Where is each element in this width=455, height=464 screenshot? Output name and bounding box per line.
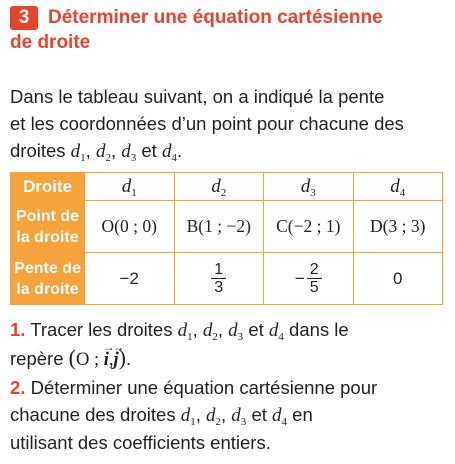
- col-header-d4: $d_4$: [353, 173, 443, 201]
- question-1: 1. Tracer les droites $d_1$, $d_2$, $d_3$ et $d_4$ dans le repère (O ; → i,→ j).: [10, 316, 450, 374]
- frame-notation: (O ; → i,→ j).: [69, 348, 131, 369]
- exercise-number-badge: 3: [10, 6, 38, 30]
- point-cell-3: C(−2 ; 1): [264, 201, 354, 253]
- table-row-point: [11, 201, 443, 253]
- slope-fraction-2: $\frac{1}{3}$: [211, 261, 226, 296]
- table-row-droite: [11, 173, 443, 201]
- slope-cell-1: −2: [85, 253, 175, 305]
- row-header-point: Point de la droite: [11, 201, 85, 253]
- data-table: [10, 172, 443, 305]
- exercise-title-line2: de droite: [10, 32, 91, 53]
- exercise-header: [10, 6, 450, 55]
- intro-paragraph: Dans le tableau suivant, on a indiqué la pente et les coordonnées d’un point pour chacune des droites $d_1$, $d_2$, $d_3$ et $d_4$.: [10, 86, 404, 164]
- intro-line-d3: $d_3$: [121, 141, 137, 164]
- question-1-number: 1.: [10, 319, 26, 340]
- exercise-title-line1: Déterminer une équation cartésienne: [48, 7, 383, 28]
- point-cell-1: O(0 ; 0): [85, 201, 175, 253]
- slope-cell-4: 0: [353, 253, 443, 305]
- point-cell-2: B(1 ; −2): [174, 201, 264, 253]
- question-2-number: 2.: [10, 377, 26, 398]
- row-header-droite: Droite: [11, 173, 85, 201]
- col-header-d3: $d_3$: [264, 173, 354, 201]
- row-header-pente: Pente de la droite: [11, 253, 85, 305]
- point-cell-4: D(3 ; 3): [353, 201, 443, 253]
- slope-fraction-3: $\frac{2}{5}$: [307, 261, 322, 296]
- intro-text-3: droites: [10, 140, 66, 161]
- slope-cell-2: [174, 253, 264, 305]
- intro-text-2: et les coordonnées d’un point pour chacune des: [10, 113, 404, 134]
- intro-line-d1: $d_1$: [70, 141, 86, 164]
- intro-line-d2: $d_2$: [95, 141, 111, 164]
- slope-cell-3: − $\frac{2}{5}$: [264, 253, 354, 305]
- col-header-d1: $d_1$: [85, 173, 175, 201]
- table-row-pente: [11, 253, 443, 305]
- intro-text-1: Dans le tableau suivant, on a indiqué la pente: [10, 86, 385, 107]
- question-2: 2. Déterminer une équation cartésienne pour chacune des droites $d_1$, $d_2$, $d_3$ et $d_4$ en utilisant des coefficients entiers.: [10, 377, 378, 453]
- intro-line-d4: $d_4$: [161, 141, 177, 164]
- col-header-d2: $d_2$: [174, 173, 264, 201]
- intro-and: et: [141, 140, 157, 161]
